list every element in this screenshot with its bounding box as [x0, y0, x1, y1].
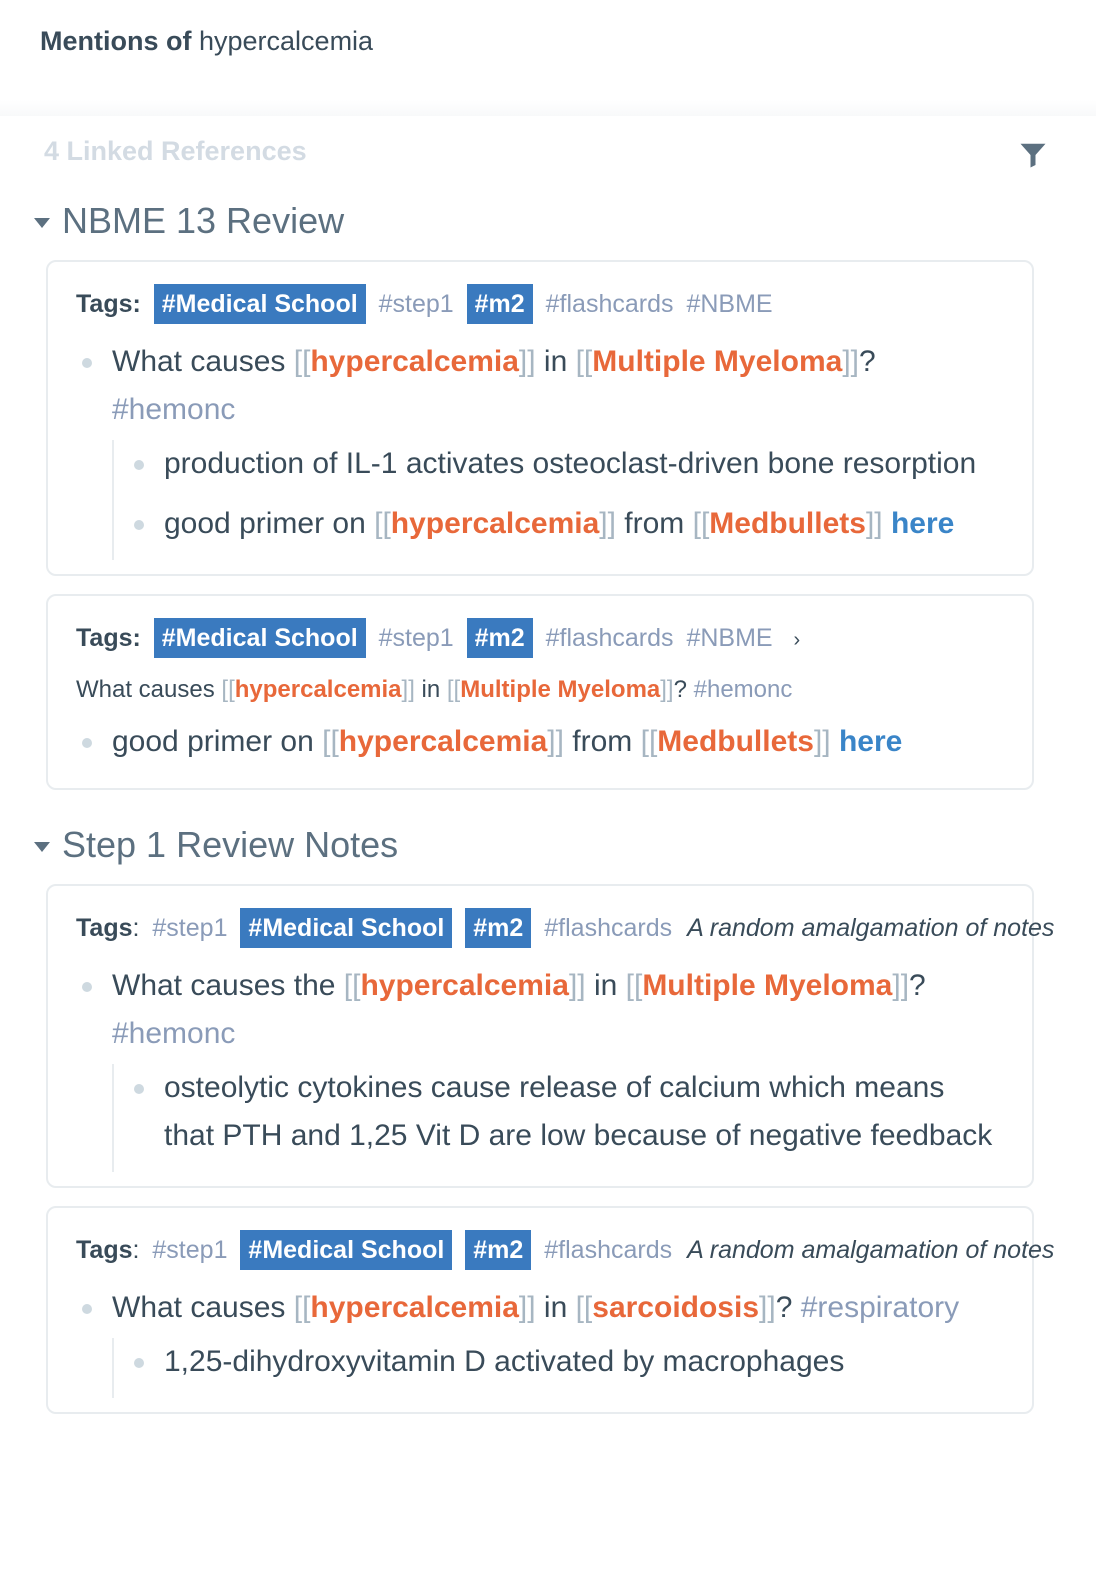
page-description: A random amalgamation of notes [687, 914, 1055, 942]
tag-flashcards[interactable]: #flashcards [544, 1236, 673, 1264]
tags-line [76, 908, 1055, 948]
tag-step1[interactable]: #step1 [152, 1236, 228, 1264]
header-page-name: hypercalcemia [199, 26, 374, 56]
block-text: from [615, 507, 693, 540]
bracket: [[ [446, 676, 461, 703]
chevron-right-icon[interactable]: › [793, 629, 801, 651]
page-link[interactable]: hypercalcemia [310, 1291, 519, 1324]
group-title-nbme[interactable] [0, 188, 1096, 260]
page-link[interactable]: Multiple Myeloma [642, 969, 893, 1002]
block-text: from [563, 725, 641, 758]
block-text: 1,25-dihydroxyvitamin D activated by macrophages [164, 1345, 845, 1378]
bracket: [[ [322, 725, 339, 758]
tag-step1[interactable]: #step1 [378, 290, 454, 318]
bracket: [[ [293, 1291, 311, 1324]
tags-line [76, 1230, 1055, 1270]
block-text: What causes [112, 345, 294, 378]
external-link-here[interactable]: here [838, 725, 903, 758]
bracket: ]] [547, 725, 564, 758]
block-text: good primer on [164, 507, 375, 540]
tag-medical-school[interactable]: #Medical School [240, 1230, 452, 1270]
page-link[interactable]: Medbullets [657, 725, 814, 758]
child-blocks [112, 440, 1002, 560]
block-text: ? [775, 1291, 801, 1324]
breadcrumb[interactable] [76, 676, 1002, 704]
child-blocks [112, 1064, 1002, 1172]
page-link[interactable]: hypercalcemia [234, 676, 402, 703]
page-link[interactable]: hypercalcemia [360, 969, 569, 1002]
tag-medical-school[interactable]: #Medical School [154, 284, 366, 324]
page-link[interactable]: Multiple Myeloma [460, 676, 661, 703]
tag-flashcards[interactable]: #flashcards [545, 290, 674, 318]
bracket: ]] [759, 1291, 776, 1324]
bracket: ]] [518, 345, 536, 378]
page-link[interactable]: hypercalcemia [390, 507, 600, 540]
group-title-text[interactable]: NBME 13 Review [62, 200, 345, 241]
divider [0, 100, 1096, 116]
bracket: ]] [892, 969, 910, 1002]
bracket: ]] [518, 1291, 536, 1324]
bullet-icon[interactable] [82, 982, 92, 992]
bracket: ]] [865, 507, 883, 540]
block-text: production of IL-1 activates osteoclast-driven bone resorption [164, 447, 977, 480]
tags-line [76, 284, 1002, 324]
tag-hemonc[interactable]: #hemonc [112, 1017, 236, 1050]
block[interactable] [76, 338, 1002, 434]
bracket: [[ [221, 676, 235, 703]
filter-icon[interactable] [1018, 140, 1048, 170]
tag-nbme[interactable]: #NBME [686, 290, 773, 318]
page-link[interactable]: Multiple Myeloma [592, 345, 843, 378]
reference-card [46, 884, 1055, 1188]
bracket: ]] [842, 345, 859, 378]
block-text: What causes the [112, 969, 344, 1002]
reference-card [46, 260, 1034, 576]
block-text: in [585, 969, 626, 1002]
bracket: ]] [599, 507, 616, 540]
bullet-icon[interactable] [134, 460, 144, 470]
tags-line [76, 618, 1002, 658]
block-text: ? [858, 345, 876, 378]
crumb-text: What causes [76, 676, 222, 703]
page-link[interactable]: hypercalcemia [310, 345, 519, 378]
caret-down-icon[interactable] [34, 218, 50, 228]
bracket: ]] [568, 969, 586, 1002]
bracket: [[ [640, 725, 658, 758]
bullet-icon[interactable] [134, 1084, 144, 1094]
tag-m2[interactable]: #m2 [467, 618, 533, 658]
block-text: osteolytic cytokines cause release of calcium which means that PTH and 1,25 Vit D are low because of negative feedback [164, 1071, 993, 1152]
bracket: [[ [293, 345, 311, 378]
block[interactable] [76, 1284, 1002, 1332]
block-text: ? [909, 969, 926, 1002]
bracket: [[ [625, 969, 643, 1002]
bullet-icon[interactable] [82, 738, 92, 748]
child-blocks [112, 1338, 1002, 1398]
page-link[interactable]: sarcoidosis [592, 1291, 760, 1324]
block-text: good primer on [112, 725, 323, 758]
tags-label: Tags [76, 914, 133, 942]
page-link[interactable]: hypercalcemia [338, 725, 548, 758]
tag-m2[interactable]: #m2 [465, 1230, 531, 1270]
child-block[interactable] [128, 1064, 1002, 1172]
bracket: ]] [401, 676, 415, 703]
tag-medical-school[interactable]: #Medical School [240, 908, 452, 948]
bracket: [[ [575, 345, 593, 378]
bracket: [[ [575, 1291, 593, 1324]
bullet-icon[interactable] [82, 1304, 92, 1314]
tags-label: Tags: [76, 290, 141, 318]
bracket: [[ [343, 969, 361, 1002]
bracket: [[ [692, 507, 710, 540]
tags-label: Tags [76, 1236, 133, 1264]
child-block[interactable] [128, 1338, 1002, 1398]
group-title-step1[interactable] [0, 812, 1096, 884]
tag-respiratory[interactable]: #respiratory [800, 1291, 960, 1324]
tags-colon: : [132, 914, 140, 942]
tag-hemonc[interactable]: #hemonc [112, 393, 236, 426]
tags-colon: : [132, 1236, 140, 1264]
linked-references-count: 4 Linked References [44, 136, 307, 166]
bracket: [[ [374, 507, 391, 540]
page-link[interactable]: Medbullets [709, 507, 866, 540]
header-prefix: Mentions of [40, 26, 192, 56]
group-title-text[interactable]: Step 1 Review Notes [62, 824, 399, 865]
tag-step1[interactable]: #step1 [378, 624, 454, 652]
child-block[interactable] [128, 500, 1002, 560]
tag-step1[interactable]: #step1 [152, 914, 228, 942]
block-text: in [535, 345, 576, 378]
caret-down-icon[interactable] [34, 842, 50, 852]
reference-card [46, 1206, 1055, 1414]
block-text: What causes [112, 1291, 294, 1324]
block[interactable] [76, 962, 1002, 1058]
block[interactable] [76, 718, 1002, 766]
tag-medical-school[interactable]: #Medical School [154, 618, 366, 658]
bullet-icon[interactable] [82, 358, 92, 368]
page-description: A random amalgamation of notes [687, 1236, 1055, 1264]
reference-card [46, 594, 1034, 790]
page-header [0, 0, 1096, 100]
tags-label: Tags: [76, 624, 141, 652]
tag-flashcards[interactable]: #flashcards [544, 914, 673, 942]
crumb-text: ? [673, 676, 694, 703]
child-block[interactable] [128, 440, 1002, 500]
tag-hemonc[interactable]: #hemonc [693, 676, 793, 703]
bracket: ]] [660, 676, 674, 703]
block-text: in [535, 1291, 576, 1324]
external-link-here[interactable]: here [890, 507, 955, 540]
tag-flashcards[interactable]: #flashcards [545, 624, 674, 652]
bullet-icon[interactable] [134, 520, 144, 530]
linked-references-bar [0, 116, 1096, 188]
crumb-text: in [414, 676, 447, 703]
bullet-icon[interactable] [134, 1358, 144, 1368]
tag-m2[interactable]: #m2 [467, 284, 533, 324]
bracket: ]] [813, 725, 831, 758]
tag-nbme[interactable]: #NBME [686, 624, 773, 652]
tag-m2[interactable]: #m2 [465, 908, 531, 948]
